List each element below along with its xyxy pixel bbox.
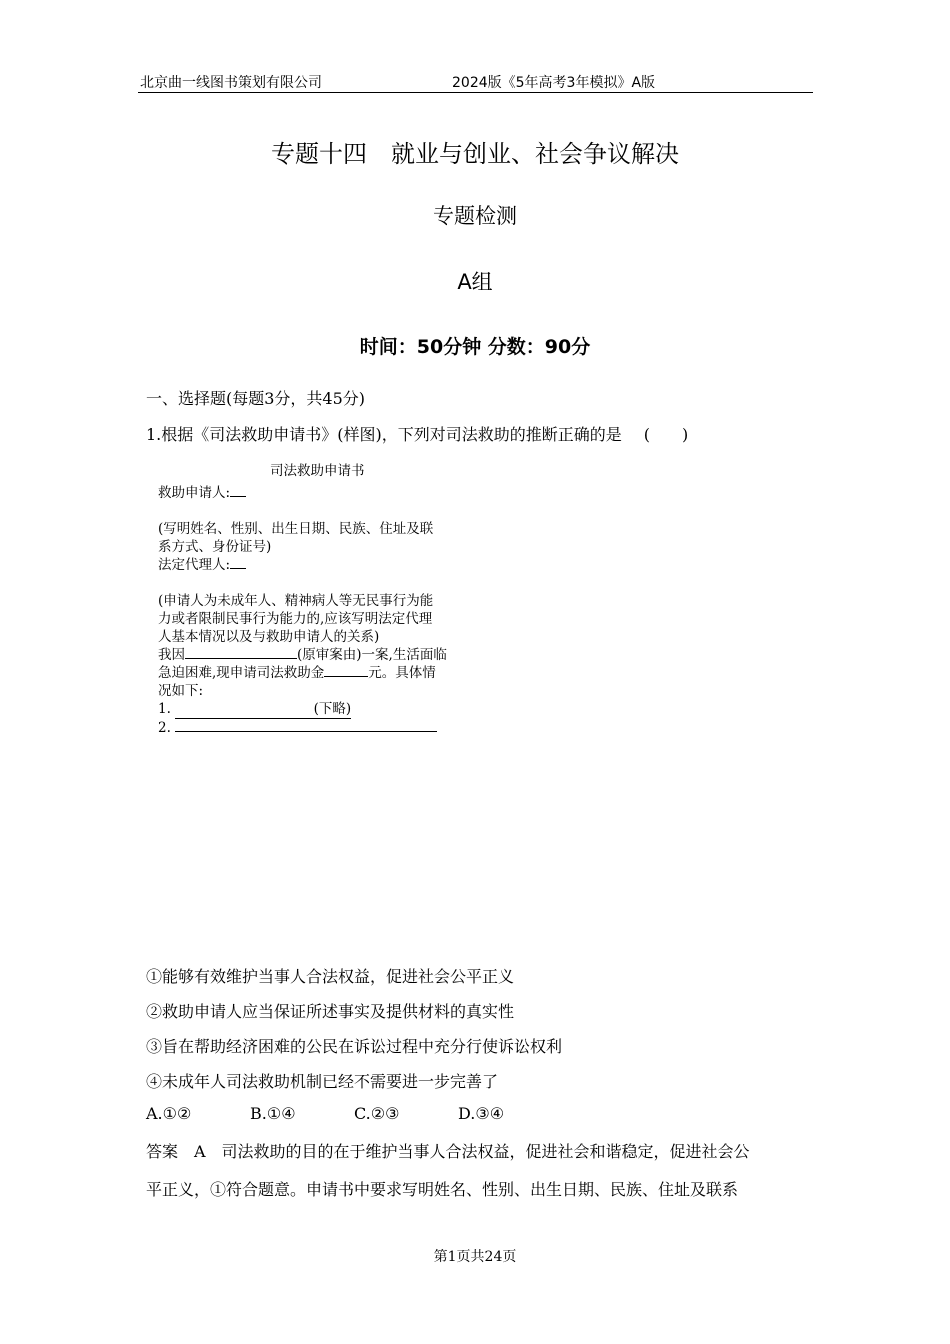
form-applicant-note-1: (写明姓名、性别、出生日期、民族、住址及联 <box>158 521 434 537</box>
form-agent-label: 法定代理人: <box>158 557 231 573</box>
form-item-2-number: 2. <box>158 720 171 736</box>
form-body-1 <box>158 646 498 664</box>
form-item-2-line <box>175 731 437 732</box>
form-item-1 <box>158 700 498 719</box>
option-4: ④未成年人司法救助机制已经不需要进一步完善了 <box>146 1072 499 1091</box>
form-applicant-row <box>158 484 498 502</box>
form-item-1-tail: (下略) <box>313 701 352 717</box>
blank-line <box>230 496 246 497</box>
blank-line <box>230 568 246 569</box>
form-agent-note-1: (申请人为未成年人、精神病人等无民事行为能 <box>158 593 434 609</box>
answer-line-2: 平正义，①符合题意。申请书中要求写明姓名、性别、出生日期、民族、住址及联系 <box>146 1180 739 1199</box>
answer-choices <box>146 1104 562 1123</box>
form-body-1a: 我因 <box>158 647 185 663</box>
form-body-2a: 急迫困难,现申请司法救助金 <box>158 665 325 681</box>
group-label: A组 <box>457 270 493 294</box>
form-applicant-label: 救助申请人: <box>158 485 231 501</box>
header-rule <box>138 92 813 93</box>
form-agent-note-2: 力或者限制民事行为能力的,应该写明法定代理 <box>158 611 433 627</box>
page-title: 专题十四 就业与创业、社会争议解决 <box>271 140 679 168</box>
form-item-1-line <box>175 700 351 719</box>
form-body-1b: (原审案由)一案,生活面临 <box>297 647 447 663</box>
sample-form <box>158 462 498 737</box>
header-edition: 2024版《5年高考3年模拟》A版 <box>452 75 656 91</box>
answer-parentheses: ( ) <box>643 425 689 444</box>
header-publisher: 北京曲一线图书策划有限公司 <box>140 75 322 91</box>
form-agent-note-3: 人基本情况以及与救助申请人的关系) <box>158 629 380 645</box>
page-subtitle: 专题检测 <box>433 204 517 228</box>
question-1-stem <box>146 422 688 445</box>
choice-a: A.①② <box>146 1104 192 1123</box>
choice-b: B.①④ <box>250 1104 296 1123</box>
form-item-2 <box>158 719 498 737</box>
choice-c: C.②③ <box>354 1104 400 1123</box>
choice-d: D.③④ <box>458 1104 505 1123</box>
section-heading: 一、选择题(每题3分，共45分) <box>146 389 366 408</box>
form-body-2 <box>158 664 498 682</box>
blank-line <box>185 658 297 659</box>
form-item-1-number: 1. <box>158 701 171 717</box>
option-2: ②救助申请人应当保证所述事实及提供材料的真实性 <box>146 1002 515 1021</box>
option-1: ①能够有效维护当事人合法权益，促进社会公平正义 <box>146 967 515 986</box>
answer-line-1: 答案 A 司法救助的目的在于维护当事人合法权益，促进社会和谐稳定，促进社会公 <box>146 1142 750 1161</box>
page-footer: 第1页共24页 <box>433 1249 517 1265</box>
form-title: 司法救助申请书 <box>270 463 365 479</box>
form-agent-row <box>158 556 498 574</box>
time-info: 时间：50分钟 分数：90分 <box>359 336 591 358</box>
form-body-2b: 元。具体情 <box>368 665 436 681</box>
blank-line <box>324 676 368 677</box>
form-body-3: 况如下: <box>158 683 204 699</box>
option-3: ③旨在帮助经济困难的公民在诉讼过程中充分行使诉讼权利 <box>146 1037 563 1056</box>
form-applicant-note-2: 系方式、身份证号) <box>158 539 272 555</box>
question-1-text: 1.根据《司法救助申请书》(样图)，下列对司法救助的推断正确的是 <box>146 425 622 444</box>
